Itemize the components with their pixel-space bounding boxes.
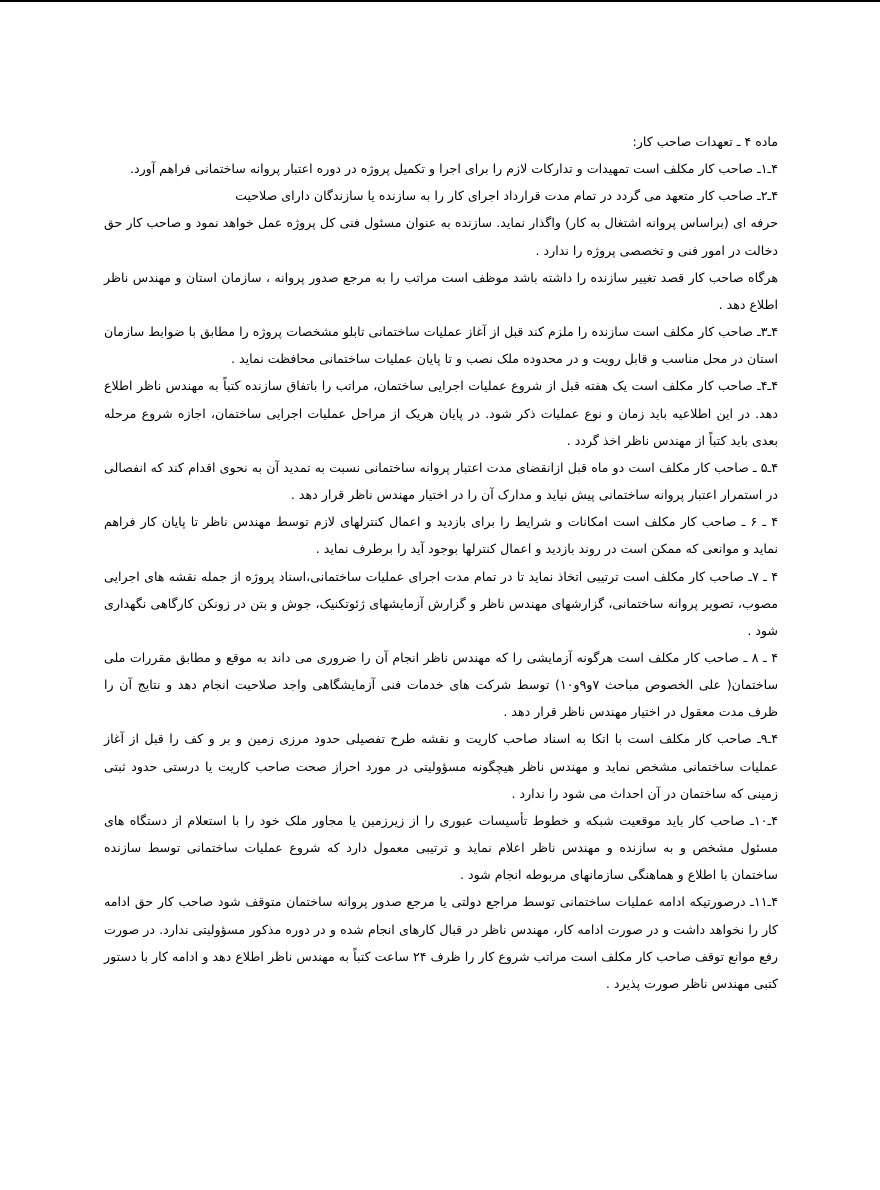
article-heading: ماده ۴ ـ تعهدات صاحب کار: — [632, 134, 778, 149]
page-top-border — [0, 0, 880, 2]
clause-4-8: ۴ ـ ۸ ـ صاحب کار مکلف است هرگونه آزمایشی را که مهندس ناظر انجام آن را ضروری می داند به موقع و مطابق مقررات ملی ساختمان( علی الخصوص مباحث ۷و۹و۱۰) توسط شرکت های خدمات فنی آزمایشگاهی واجد صلاحیت انجام دهد و نتایج آن را ظرف مدت معقول در اختیار مهندس ناظر قرار دهد . — [104, 649, 778, 720]
clause-4-5: ۴ـ۵ ـ صاحب کار مکلف است دو ماه قبل ازانقضای مدت اعتبار پروانه ساختمانی نسبت به تمدید آن به نحوی اقدام کند که انفصالی در استمرار اعتبار پروانه ساختمانی پیش نیاید و مدارک آن را در اختیار مهندس ناظر قرار دهد . — [104, 459, 778, 503]
clause-4-2: ۴ـ۲ـ صاحب کار متعهد می گردد در تمام مدت قرارداد اجرای کار را به سازنده یا سازندگان دارای صلاحیت — [235, 188, 778, 204]
clause-4-2-continued: حرفه ای (براساس پروانه اشتغال به کار) واگذار نماید. سازنده به عنوان مسئول فنی کل پروژه عمل خواهد نمود و صاحب کار حق دخالت در امور فنی و تخصصی پروژه را ندارد . — [104, 215, 778, 258]
clause-4-11: ۴ـ۱۱ـ درصورتیکه ادامه عملیات ساختمانی توسط مراجع دولتی یا مرجع صدور پروانه ساختمان متوقف شود صاحب کار حق ادامه کار را نخواهد داشت و در صورت ادامه کار، مهندس ناظر در قبال کارهای انجام شده و در دوره مذکور مسؤولیتی ندارد. در صورت رفع موانع توقف صاحب کار مکلف است مراتب شروع کار را ظرف ۲۴ ساعت کتباً به مهندس ناظر اطلاع دهد و ادامه کار با دستور کتبی مهندس ناظر صورت پذیرد . — [104, 894, 778, 991]
clause-4-7: ۴ ـ ۷ـ صاحب کار مکلف است ترتیبی اتخاذ نماید تا در تمام مدت اجرای عملیات ساختمانی،اسناد پروژه از جمله نقشه های اجرایی مصوب، تصویر پروانه ساختمانی، گزارشهای مهندس ناظر و گزارش آزمایشهای ژئوتکنیک، جوش و بتن در زونکن کارگاهی نگهداری شود . — [104, 568, 778, 638]
clause-4-1: ۴ـ۱ـ صاحب کار مکلف است تمهیدات و تدارکات لازم را برای اجرا و تکمیل پروژه در دوره اعتبار پروانه ساختمانی فراهم آورد. — [129, 161, 778, 177]
clause-4-6: ۴ ـ ۶ ـ صاحب کار مکلف است امکانات و شرایط را برای بازدید و اعمال کنترلهای لازم توسط مهندس ناظر تا پایان کار فراهم نماید و موانعی که ممکن است در روند بازدید و اعمال کنترلها بوجود آید را برطرف نماید . — [104, 514, 778, 557]
clause-4-3: ۴ـ۳ـ صاحب کار مکلف است سازنده را ملزم کند قبل از آغاز عملیات ساختمانی تابلو مشخصات پروژه را مطابق با ضوابط سازمان استان در محل مناسب و قابل رویت و در محدوده ملک نصب و تا پایان عملیات ساختمانی محافظت نماید . — [104, 324, 778, 367]
clause-4-10: ۴ـ۱۰ـ صاحب کار باید موقعیت شبکه و خطوط تأسیسات عبوری را از زیرزمین یا مجاور ملک خود را با استعلام از دستگاه های مسئول مشخص و به سازنده و مهندس ناظر اعلام نماید و ترتیبی معمول دارد که شروع عملیات ساختمانی توسط سازنده ساختمان با اطلاع و هماهنگی سازمانهای مربوطه انجام شود . — [104, 812, 778, 883]
clause-4-9: ۴ـ۹ـ صاحب کار مکلف است با اتکا به اسناد صاحب کاریت و نقشه طرح تفصیلی حدود مرزی زمین و بر و کف را قبل از آغاز عملیات ساختمانی مشخص نماید و مهندس ناظر هیچگونه مسؤولیتی در مورد احراز صحت صاحب کاریت یا درستی حدود ثبتی زمینی که ساختمان در آن احداث می شود را ندارد . — [104, 731, 778, 801]
clause-4-4: ۴ـ۴ـ صاحب کار مکلف است یک هفته قبل از شروع عملیات اجرایی ساختمان، مراتب را باتفاق سازنده کتباً به مهندس ناظر اطلاع دهد. در این اطلاعیه باید زمان و نوع عملیات ذکر شود. در پایان هریک از مراحل عملیات اجرایی ساختمان، اجازه شروع مرحله بعدی باید کتباً از مهندس ناظر اخذ گردد . — [104, 378, 778, 448]
contract-article-4 — [104, 128, 778, 997]
clause-4-2-contractor-change: هرگاه صاحب کار قصد تغییر سازنده را داشته باشد موظف است مراتب را به مرجع صدور پروانه ، سازمان استان و مهندس ناظر اطلاع دهد . — [104, 269, 778, 312]
